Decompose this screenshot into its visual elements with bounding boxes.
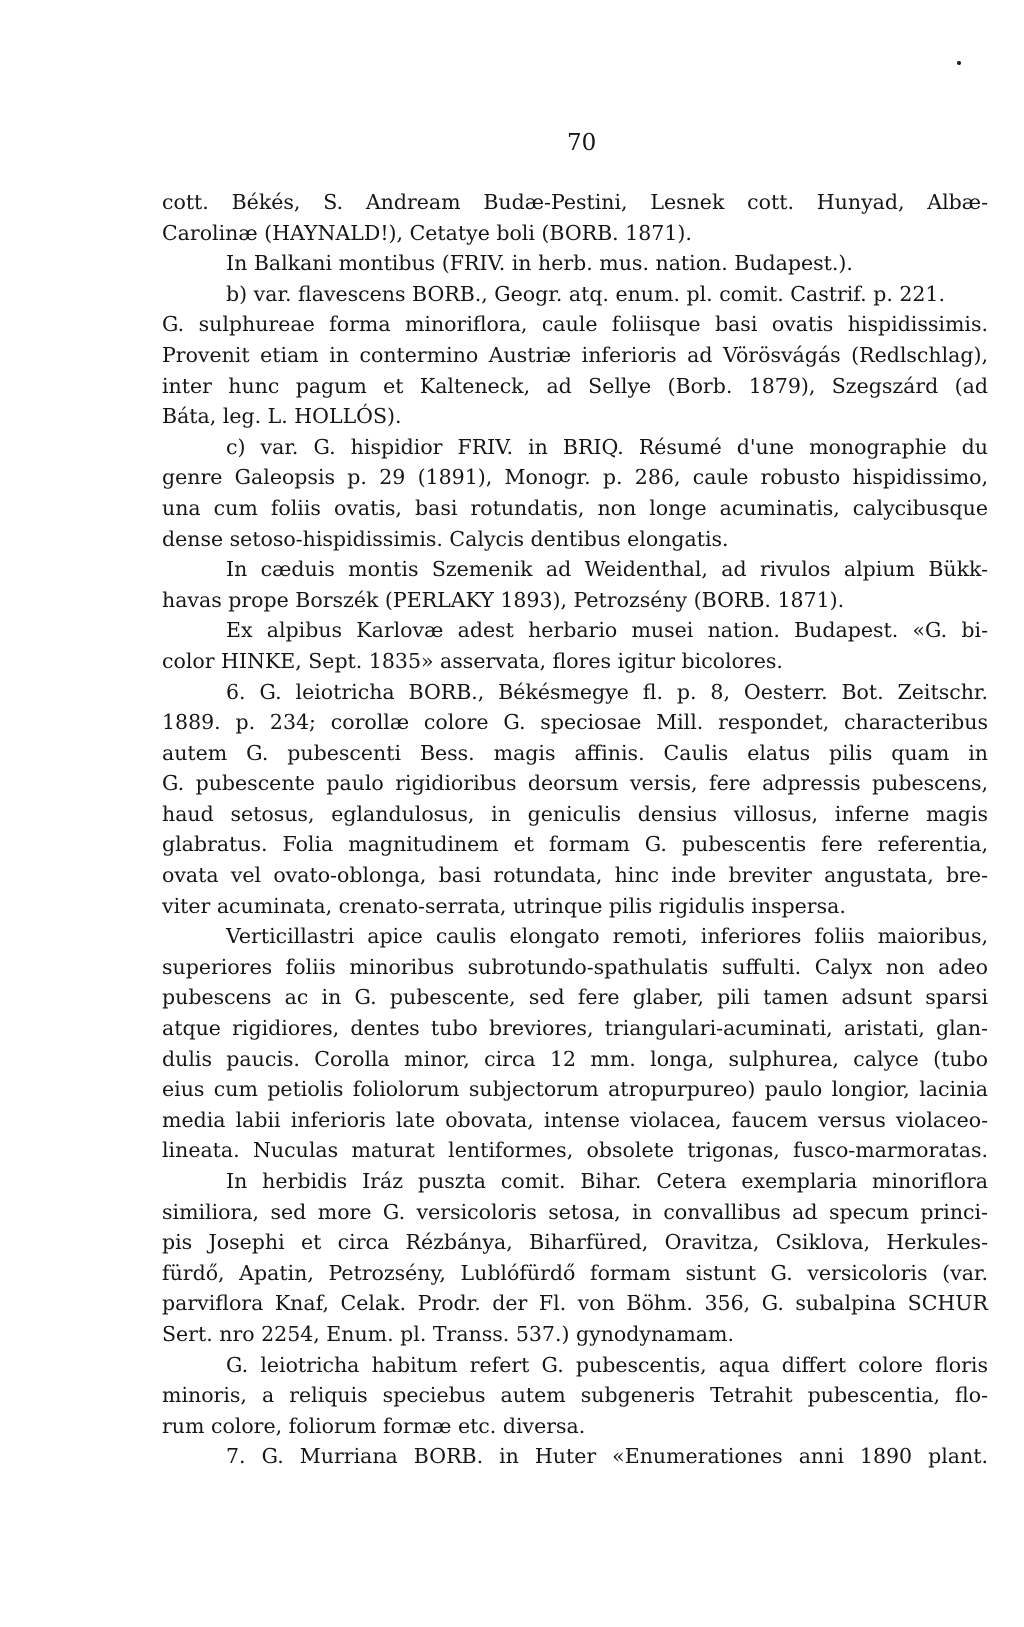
text-line: rum colore, foliorum formæ etc. diversa.	[162, 1413, 586, 1438]
text-line: Ex alpibus Karlovæ adest herbario musei nation. Budapest. «G. bi-	[226, 618, 988, 643]
body-text	[162, 187, 988, 1472]
text-line: G. sulphureae forma minoriflora, caule foliisque basi ovatis hispidissimis.	[162, 312, 988, 337]
text-line: b) var. flavescens BORB., Geogr. atq. enum. pl. comit. Castrif. p. 221.	[226, 281, 945, 306]
text-line: cott. Békés, S. Andream Budæ-Pestini, Lesnek cott. Hunyad, Albæ-	[162, 190, 988, 214]
text-line: havas prope Borszék (PERLAKY 1893), Petrozsény (BORB. 1871).	[162, 587, 845, 612]
text-line: In Balkani montibus (FRIV. in herb. mus. nation. Budapest.).	[226, 251, 853, 276]
text-line: similiora, sed more G. versicoloris setosa, in convallibus ad specum princi-	[162, 1199, 988, 1224]
text-line: minoris, a reliquis speciebus autem subgeneris Tetrahit pubescentia, flo-	[162, 1383, 988, 1408]
text-line: atque rigidiores, dentes tubo breviores, triangulari-acuminati, aristati, glan-	[162, 1016, 988, 1041]
text-line: 7. G. Murriana BORB. in Huter «Enumerationes anni 1890 plant.	[226, 1444, 988, 1469]
text-line: inter hunc pagum et Kalteneck, ad Sellye (Borb. 1879), Szegszárd (ad	[162, 373, 988, 398]
text-line: Provenit etiam in contermino Austriæ inferioris ad Vörösvágás (Redlschlag),	[162, 342, 988, 367]
text-line: media labii inferioris late obovata, intense violacea, faucem versus violaceo-	[162, 1107, 988, 1132]
text-line: viter acuminata, crenato-serrata, utrinque pilis rigidulis inspersa.	[162, 893, 846, 918]
text-line: autem G. pubescenti Bess. magis affinis. Caulis elatus pilis quam in	[162, 740, 988, 765]
text-line: 1889. p. 234; corollæ colore G. speciosae Mill. respondet, characteribus	[162, 710, 988, 735]
text-line: color HINKE, Sept. 1835» asservata, flores igitur bicolores.	[162, 648, 783, 673]
text-line: pis Josephi et circa Rézbánya, Biharfüred, Oravitza, Csiklova, Herkules-	[162, 1230, 988, 1255]
text-line: 6. G. leiotricha BORB., Békésmegye fl. p. 8, Oesterr. Bot. Zeitschr.	[226, 679, 988, 704]
text-line: dulis paucis. Corolla minor, circa 12 mm. longa, sulphurea, calyce (tubo	[162, 1046, 988, 1071]
text-line: In cæduis montis Szemenik ad Weidenthal, ad rivulos alpium Bükk-	[226, 557, 988, 582]
text-line: una cum foliis ovatis, basi rotundatis, non longe acuminatis, calycibusque	[162, 495, 988, 520]
text-line: lineata. Nuculas maturat lentiformes, obsolete trigonas, fusco-marmoratas.	[162, 1138, 988, 1163]
text-line: Carolinæ (HAYNALD!), Cetatye boli (BORB. 1871).	[162, 220, 692, 245]
page-number: 70	[567, 130, 597, 156]
text-line: genre Galeopsis p. 29 (1891), Monogr. p. 286, caule robusto hispidissimo,	[162, 465, 988, 490]
text-line: G. pubescente paulo rigidioribus deorsum versis, fere adpressis pubescens,	[162, 771, 988, 796]
text-line: Sert. nro 2254, Enum. pl. Transs. 537.) gynodynamam.	[162, 1321, 734, 1346]
text-line: ovata vel ovato-oblonga, basi rotundata, hinc inde breviter angustata, bre-	[162, 863, 988, 888]
text-line: eius cum petiolis foliolorum subjectorum atropurpureo) paulo longior, lacinia	[162, 1077, 988, 1102]
text-line: glabratus. Folia magnitudinem et formam G. pubescentis fere referentia,	[162, 832, 988, 857]
text-line: dense setoso-hispidissimis. Calycis dentibus elongatis.	[162, 526, 729, 551]
text-line: c) var. G. hispidior FRIV. in BRIQ. Résumé d'une monographie du	[226, 434, 988, 459]
text-line: parviflora Knaf, Celak. Prodr. der Fl. von Böhm. 356, G. subalpina SCHUR	[162, 1291, 988, 1316]
printed-dot-mark	[957, 61, 961, 65]
text-line: Báta, leg. L. HOLLÓS).	[162, 404, 402, 429]
text-line: pubescens ac in G. pubescente, sed fere glaber, pili tamen adsunt sparsi	[162, 985, 988, 1010]
text-line: Verticillastri apice caulis elongato remoti, inferiores foliis maioribus,	[226, 924, 988, 949]
text-line: fürdő, Apatin, Petrozsény, Lublófürdő formam sistunt G. versicoloris (var.	[162, 1260, 988, 1285]
text-line: In herbidis Iráz puszta comit. Bihar. Cetera exemplaria minoriflora	[226, 1169, 988, 1193]
text-line: G. leiotricha habitum refert G. pubescentis, aqua differt colore floris	[226, 1352, 988, 1377]
text-line: haud setosus, eglandulosus, in geniculis densius villosus, inferne magis	[162, 801, 988, 826]
text-line: superiores foliis minoribus subrotundo-spathulatis suffulti. Calyx non adeo	[162, 954, 988, 979]
